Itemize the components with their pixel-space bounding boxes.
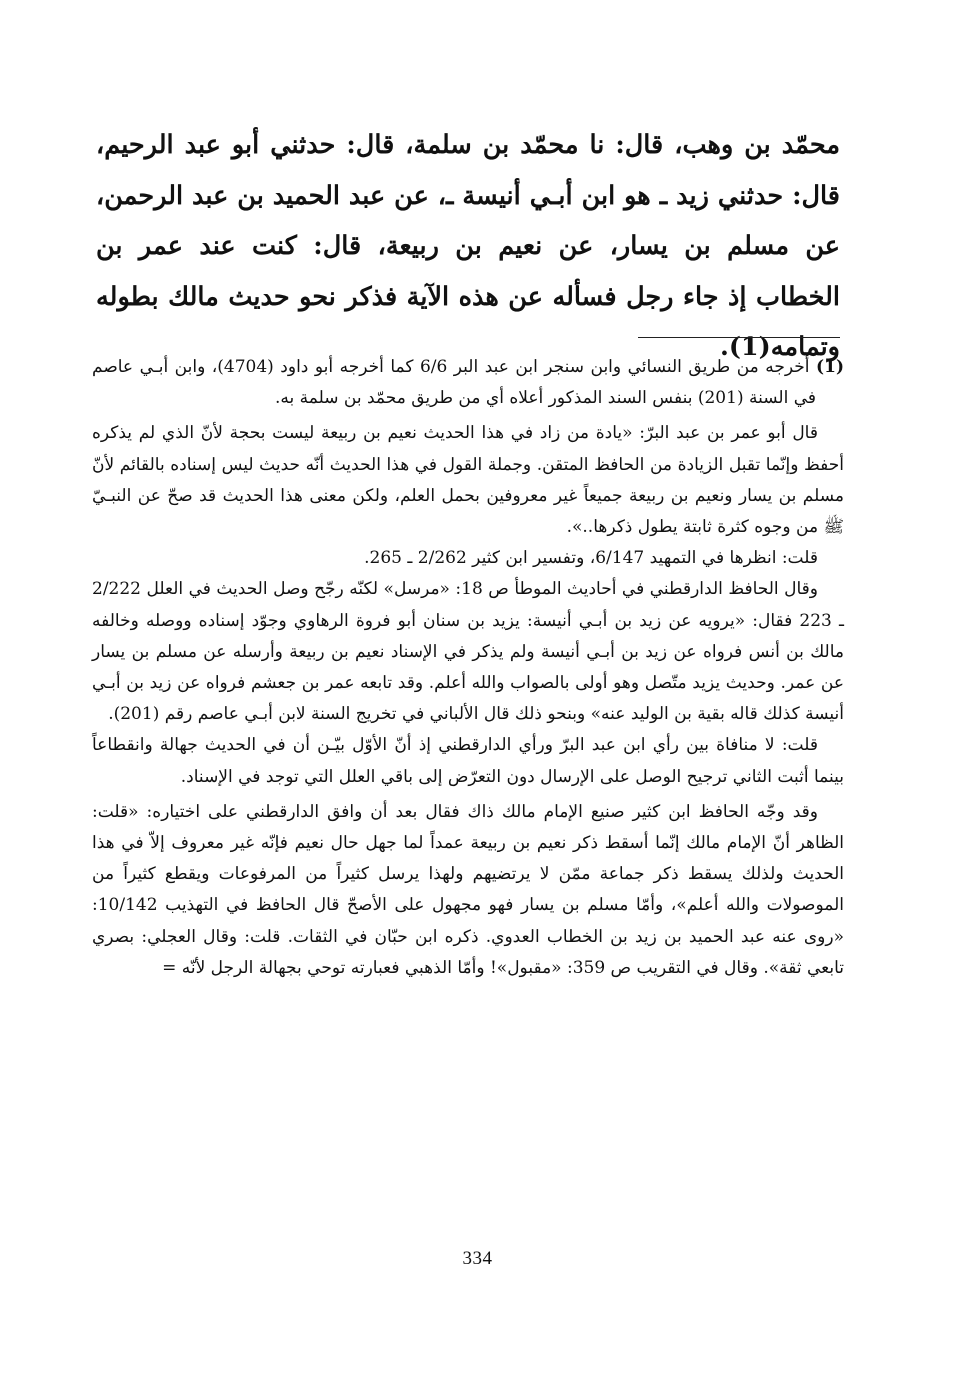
page-number: 334 (462, 1248, 493, 1269)
footnote-paragraph-ibn-kathir: وقد وجّه الحافظ ابن كثير صنيع الإمام مالك ذاك فقال بعد أن وافق الدارقطني على اختياره: «قلت: الظاهر أنّ الإمام مالك إنّما أسقط ذكر نعيم بن ربيعة عمداً لما جهل حال نعيم فإنّه غير معروف إلاّ في هذا الحديث ولذلك يسقط ذكر جماعة ممّن لا يرتضيهم ولهذا يرسل كثيراً من المرفوعات ويقطع كثيراً من الموصولات والله أعلم»، وأمّا مسلم بن يسار فهو مجهول على الأصحّ قال الحافظ في التهذيب 10/142: «روى عنه عبد الحميد بن زيد بن الخطاب العدوي. ذكره ابن حبّان في الثقات. قلت: وقال العجلي: بصري تابعي ثقة». وقال في التقريب ص 359: «مقبول»! وأمّا الذهبي فعبارته توحي بجهالة الرجل لأنّه = (92, 801, 844, 978)
footnote-paragraph-tamhid: قلت: انظرها في التمهيد 6/147، وتفسير ابن كثير 2/262 ـ 265. (364, 548, 818, 569)
footnote-1-text: أخرجه من طريق النسائي وابن سنجر ابن عبد البر 6/6 كما أخرجه أبو داود (4704)، وابن أبـي عاصم في السنة (201) بنفس السند المذكور أعلاه أي من طريق محمّد بن سلمة به. (92, 357, 816, 409)
footnote-marker: (1) (816, 357, 844, 377)
footnotes-block (92, 352, 844, 984)
main-text-block (96, 120, 840, 373)
footnote-paragraph-no-contradiction: قلت: لا منافاة بين رأي ابن عبد البرّ ورأي الدارقطني إذ أنّ الأوّل بيّـن أن في الحديث جهالة وانقطاعاً بينما أثبت الثاني ترجيح الوصل على الإرسال دون التعرّض إلى باقي العلل التي توجد في الإسناد. (92, 735, 844, 787)
footnote-1 (92, 352, 844, 414)
main-paragraph: محمّد بن وهب، قال: نا محمّد بن سلمة، قال: حدثني أبو عبد الرحيم، قال: حدثني زيد ـ هو ابن أبـي أنيسة ـ، عن عبد الحميد بن عبد الرحمن، عن مسلم بن يسار، عن نعيم بن ربيعة، قال: كنت عند عمر بن الخطاب إذ جاء رجل فسأله عن هذه الآية فذكر نحو حديث مالك بطوله وتمامه(1). (96, 130, 840, 362)
footnote-paragraph-ibn-abd-al-barr: قال أبو عمر بن عبد البرّ: «يادة من زاد في هذا الحديث نعيم بن ربيعة ليست بحجة لأنّ الذي لم يذكره أحفظ وإنّما تقبل الزيادة من الحافظ المتقن. وجملة القول في هذا الحديث أنّه حديث ليس إسناده بالقائم لأنّ مسلم بن يسار ونعيم بن ربيعة جميعاً غير معروفين بحمل العلم، ولكن معنى هذا الحديث قد صحّ عن النبـيّ ﷺ من وجوه كثرة ثابتة يطول ذكرها..». (92, 423, 844, 538)
footnote-separator (638, 337, 840, 338)
footnote-paragraph-daraqutni: وقال الحافظ الدارقطني في أحاديث الموطأ ص 18: «مرسل» لكنّه رجّح وصل الحديث في العلل 2/222 ـ 223 فقال: «يرويه عن زيد بن أبـي أنيسة: يزيد بن سنان أبو فروة الرهاوي وجوّد إسناده ووصله وخالفه مالك بن أنس فرواه عن زيد بن أبـي أنيسة ولم يذكر في الإسناد نعيم بن ربيعة وأرسله عن مسلم بن يسار عن عمر. وحديث يزيد متّصل وهو أولى بالصواب والله أعلم. وقد تابعه عمر بن جعشم فرواه عن زيد بن أبـي أنيسة كذلك قاله بقية بن الوليد عنه» وبنحو ذلك قال الألباني في تخريج السنة لابن أبـي عاصم رقم (201). (92, 579, 845, 725)
